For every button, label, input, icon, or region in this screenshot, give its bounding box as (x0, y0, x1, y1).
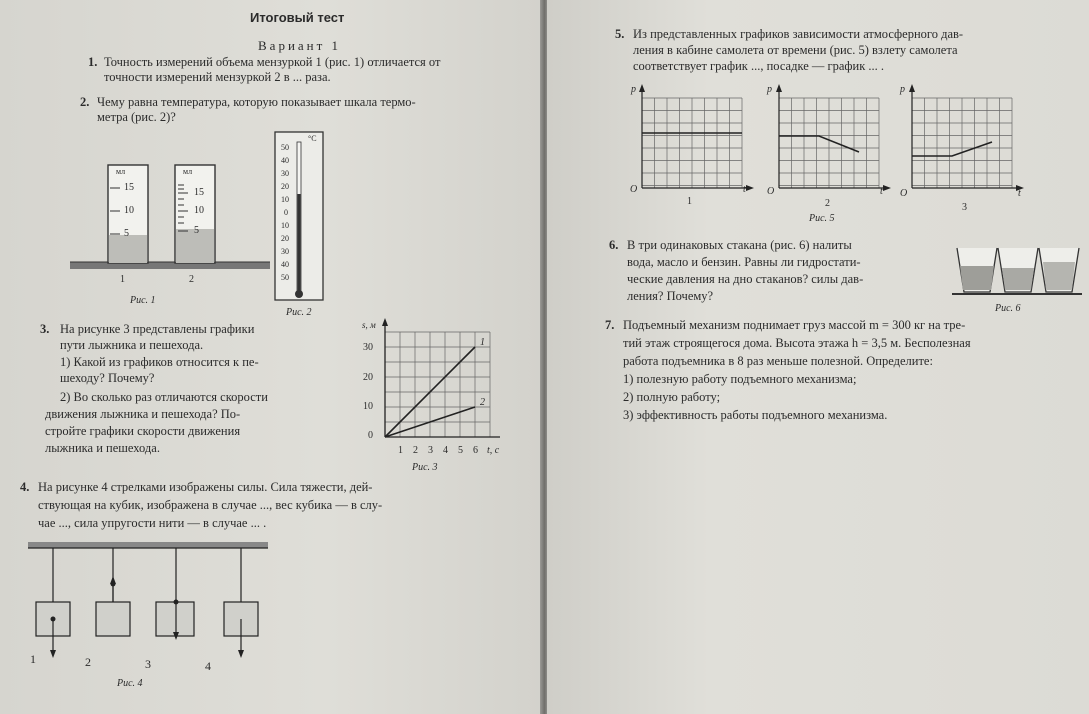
figure-4-forces (28, 540, 273, 670)
figure-3-graph (375, 322, 505, 442)
beaker-1-unit: мл (116, 167, 126, 176)
fig4-label-1: 1 (30, 652, 36, 666)
q3-line-7: стройте графики скорости движения (45, 424, 241, 438)
fig3-ytick-30: 30 (363, 342, 373, 353)
thermo-tick-3: 20 (281, 182, 289, 191)
thermo-tick-7: 20 (281, 234, 289, 243)
fig5-p3: p (900, 84, 905, 95)
fig5-graph-2-label: 2 (825, 198, 830, 209)
fig5-o2: O (767, 186, 775, 197)
q1-line-1: Точность измерений объема мензуркой 1 (рис. 1) отличается от (104, 55, 441, 69)
q7-line-2: тий этаж строящегося дома. Высота этажа h = 3,5 м. Бесполезная (623, 336, 971, 350)
fig3-ytick-0: 0 (368, 430, 373, 441)
beaker-1-tick-5: 5 (124, 228, 129, 239)
line-2-label: 2 (480, 397, 485, 408)
fig3-xtick-4: 4 (443, 445, 448, 456)
thermo-tick-8: 30 (281, 247, 289, 256)
q3-line-5: 2) Во сколько раз отличаются скорости (60, 390, 268, 404)
left-page (0, 0, 542, 714)
q4-number: 4. (20, 480, 30, 494)
beaker-2-tick-5: 5 (194, 225, 199, 236)
thermo-tick-10: 50 (281, 273, 289, 282)
fig5-graph-1-label: 1 (687, 196, 692, 207)
beaker-2-unit: мл (183, 167, 193, 176)
q2-line-2: метра (рис. 2)? (97, 110, 176, 124)
q6-line-4: ления? Почему? (627, 289, 714, 303)
fig5-t3: t (1018, 188, 1021, 199)
fig5-graph-1 (632, 88, 752, 198)
q3-line-8: лыжника и пешехода. (45, 441, 160, 455)
q1-number: 1. (88, 55, 98, 69)
q4-line-2: ствующая на кубик, изображена в случае ..., вес кубика — в слу- (38, 498, 383, 512)
thermo-tick-6: 10 (281, 221, 289, 230)
q1-line-2: точности измерений мензуркой 2 в ... раза. (104, 70, 331, 84)
q6-line-2: вода, масло и бензин. Равны ли гидростати- (627, 255, 861, 269)
beaker-2-tick-15: 15 (194, 187, 204, 198)
q3-number: 3. (40, 322, 50, 336)
q5-line-3: соответствует график ..., посадке — график ... . (633, 59, 885, 73)
fig5-graph-2 (769, 88, 889, 198)
q6-line-1: В три одинаковых стакана (рис. 6) налиты (627, 238, 852, 252)
q6-line-3: ческие давления на дно стаканов? силы дав- (627, 272, 864, 286)
fig4-label-2: 2 (85, 655, 91, 669)
fig3-xtick-1: 1 (398, 445, 403, 456)
fig5-t2: t (880, 186, 883, 197)
q3-line-2: пути лыжника и пешехода. (60, 338, 204, 352)
beaker-2-label: 2 (189, 274, 194, 285)
q7-line-6: 3) эффективность работы подъемного механизма. (623, 408, 888, 422)
fig4-label-3: 3 (145, 657, 151, 671)
q5-line-1: Из представленных графиков зависимости атмосферного дав- (633, 27, 964, 41)
beaker-1-tick-15: 15 (124, 182, 134, 193)
q3-line-1: На рисунке 3 представлены графики (60, 322, 255, 336)
fig3-xtick-2: 2 (413, 445, 418, 456)
thermo-tick-9: 40 (281, 260, 289, 269)
thermo-tick-5: 0 (284, 208, 288, 217)
figure-4-caption: Рис. 4 (117, 678, 143, 689)
q5-number: 5. (615, 27, 625, 41)
figure-3-caption: Рис. 3 (412, 462, 438, 473)
q3-line-4: шеходу? Почему? (60, 371, 155, 385)
q7-line-3: работа подъемника в 8 раз меньше полезной. Определите: (623, 354, 933, 368)
fig3-xlabel: t, c (487, 445, 500, 456)
test-title: Итоговый тест (250, 10, 345, 25)
figure-2-caption: Рис. 2 (286, 307, 312, 318)
figure-6-caption: Рис. 6 (995, 303, 1021, 314)
fig5-p2: p (767, 84, 772, 95)
fig5-o1: O (630, 184, 638, 195)
q7-number: 7. (605, 318, 615, 332)
beaker-1-label: 1 (120, 274, 125, 285)
fig3-xtick-3: 3 (428, 445, 433, 456)
fig5-t1: t (743, 184, 746, 195)
figure-1-caption: Рис. 1 (130, 295, 156, 306)
thermometer-unit: °C (308, 134, 317, 143)
q7-line-5: 2) полную работу; (623, 390, 721, 404)
fig3-ytick-10: 10 (363, 401, 373, 412)
thermo-tick-1: 40 (281, 156, 289, 165)
q2-line-1: Чему равна температура, которую показывает шкала термо- (97, 95, 416, 109)
fig4-label-4: 4 (205, 659, 211, 673)
fig3-ytick-20: 20 (363, 372, 373, 383)
q3-line-6: движения лыжника и пешехода? По- (45, 407, 241, 421)
q2-number: 2. (80, 95, 90, 109)
figure-1-beakers (70, 155, 270, 285)
fig3-ylabel: s, м (362, 320, 376, 330)
beaker-2-tick-10: 10 (194, 205, 204, 216)
q7-line-1: Подъемный механизм поднимает груз массой m = 300 кг на тре- (623, 318, 966, 332)
q7-line-4: 1) полезную работу подъемного механизма; (623, 372, 857, 386)
thermo-tick-0: 50 (281, 143, 289, 152)
q3-line-3: 1) Какой из графиков относится к пе- (60, 355, 259, 369)
fig5-p1: p (631, 84, 636, 95)
figure-6-glasses (952, 240, 1082, 300)
line-1-label: 1 (480, 337, 485, 348)
fig3-xtick-6: 6 (473, 445, 478, 456)
variant-label: Вариант 1 (258, 38, 342, 53)
q4-line-3: чае ..., сила упругости нити — в случае ... . (38, 516, 267, 530)
figure-5-caption: Рис. 5 (809, 213, 835, 224)
thermo-tick-2: 30 (281, 169, 289, 178)
thermo-tick-4: 10 (281, 195, 289, 204)
beaker-1-tick-10: 10 (124, 205, 134, 216)
fig3-xtick-5: 5 (458, 445, 463, 456)
q6-number: 6. (609, 238, 619, 252)
q5-line-2: ления в кабине самолета от времени (рис. 5) взлету самолета (633, 43, 958, 57)
fig5-graph-3 (902, 88, 1022, 198)
q4-line-1: На рисунке 4 стрелками изображены силы. Сила тяжести, дей- (38, 480, 373, 494)
right-page (547, 0, 1089, 714)
fig5-o3: O (900, 188, 908, 199)
fig5-graph-3-label: 3 (962, 202, 967, 213)
